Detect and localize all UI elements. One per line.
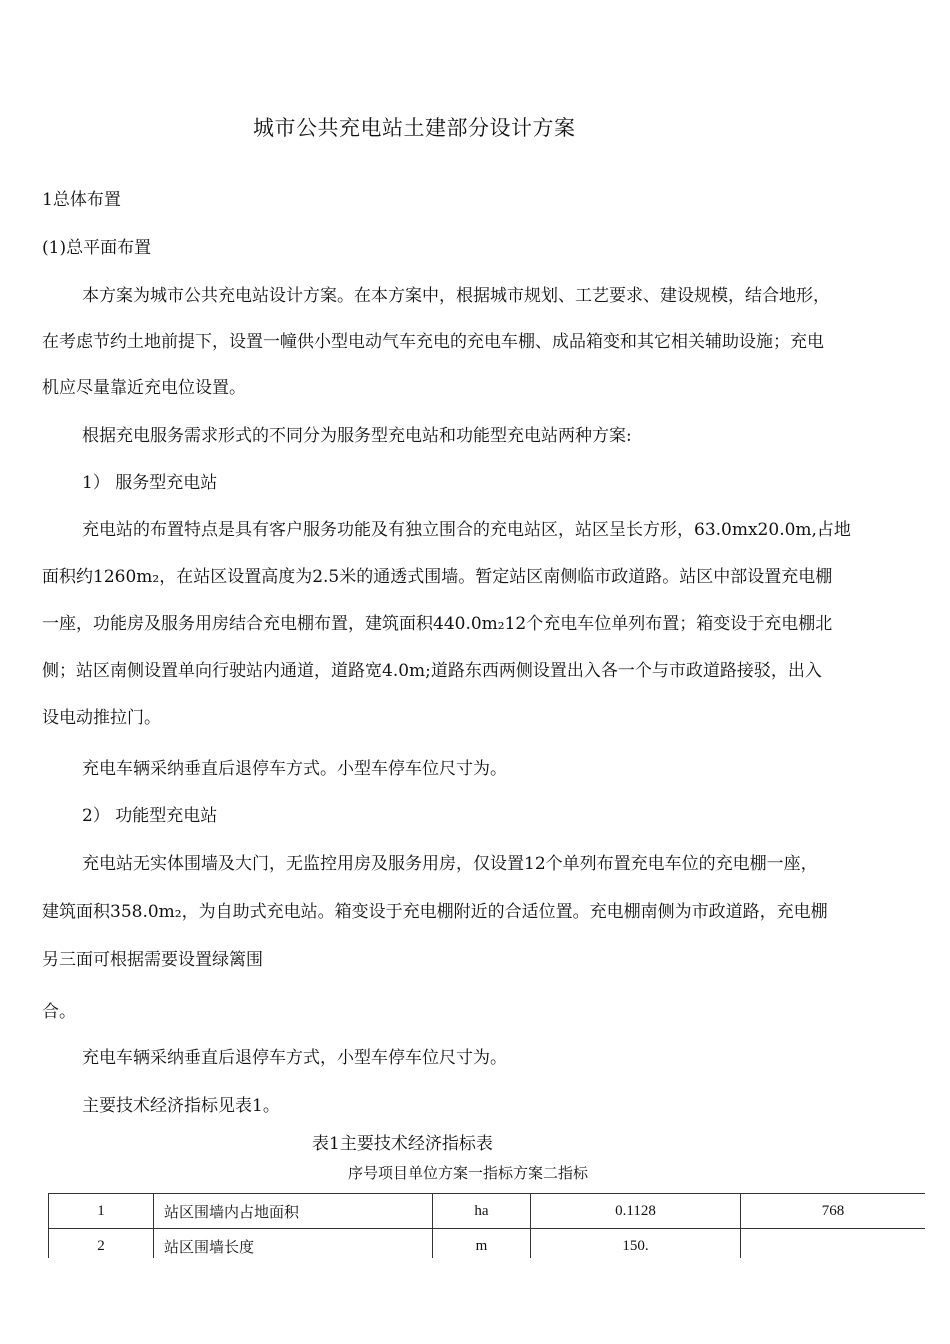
row-plan-one-value: 0.1128 xyxy=(531,1194,741,1229)
service-station-heading: 1） 服务型充电站 xyxy=(82,473,218,493)
table-row xyxy=(49,1229,926,1259)
paragraph-line: 侧；站区南侧设置单向行驶站内通道，道路宽4.0m;道路东西两侧设置出入各一个与市政道路接驳，出入 xyxy=(42,661,822,681)
row-unit: ha xyxy=(433,1194,531,1229)
table-caption: 表1主要技术经济指标表 xyxy=(312,1134,493,1154)
row-plan-one-value: 150. xyxy=(531,1229,741,1259)
indicators-table xyxy=(48,1193,925,1258)
row-number: 1 xyxy=(49,1194,154,1229)
section-heading: 1总体布置 xyxy=(42,190,121,210)
paragraph-line: 本方案为城市公共充电站设计方案。在本方案中，根据城市规划、工艺要求、建设规模，结合地形， xyxy=(82,286,830,306)
paragraph-4: 充电车辆采纳垂直后退停车方式。小型车停车位尺寸为。 xyxy=(82,759,507,779)
paragraph-line: 在考虑节约土地前提下，设置一幢供小型电动气车充电的充电车棚、成品箱变和其它相关辅助设施；充电 xyxy=(42,332,824,352)
paragraph-line: 充电站无实体围墙及大门，无监控用房及服务用房，仅设置12个单列布置充电车位的充电棚一座， xyxy=(82,854,818,874)
function-station-heading: 2） 功能型充电站 xyxy=(82,806,218,826)
row-item: 站区围墙长度 xyxy=(154,1229,433,1259)
paragraph-line: 机应尽量靠近充电位设置。 xyxy=(42,378,246,398)
subsection-heading: (1)总平面布置 xyxy=(42,238,152,258)
paragraph-line: 面积约1260m₂，在站区设置高度为2.5米的通透式围墙。暂定站区南侧临市政道路。站区中部设置充电棚 xyxy=(42,567,833,587)
paragraph-5-tail: 合。 xyxy=(42,1002,76,1022)
row-item: 站区围墙内占地面积 xyxy=(154,1194,433,1229)
paragraph-7: 主要技术经济指标见表1。 xyxy=(82,1096,280,1116)
paragraph-line: 充电站的布置特点是具有客户服务功能及有独立围合的充电站区，站区呈长方形，63.0mx20.0m,占地 xyxy=(82,520,851,540)
row-plan-two-value xyxy=(741,1229,926,1259)
paragraph-2: 根据充电服务需求形式的不同分为服务型充电站和功能型充电站两种方案: xyxy=(82,426,632,446)
paragraph-line: 建筑面积358.0m₂，为自助式充电站。箱变设于充电棚附近的合适位置。充电棚南侧为市政道路，充电棚 xyxy=(42,902,828,922)
row-number: 2 xyxy=(49,1229,154,1259)
document-title: 城市公共充电站土建部分设计方案 xyxy=(253,116,576,140)
table-row xyxy=(49,1194,926,1229)
row-plan-two-value: 768 xyxy=(741,1194,926,1229)
paragraph-line: 一座，功能房及服务用房结合充电棚布置，建筑面积440.0m₂12个充电车位单列布置；箱变设于充电棚北 xyxy=(42,614,833,634)
table-header: 序号项目单位方案一指标方案二指标 xyxy=(348,1164,589,1182)
row-unit: m xyxy=(433,1229,531,1259)
paragraph-6: 充电车辆采纳垂直后退停车方式，小型车停车位尺寸为。 xyxy=(82,1048,507,1068)
paragraph-line: 设电动推拉门。 xyxy=(42,708,161,728)
paragraph-line: 另三面可根据需要设置绿篱围 xyxy=(42,950,263,970)
